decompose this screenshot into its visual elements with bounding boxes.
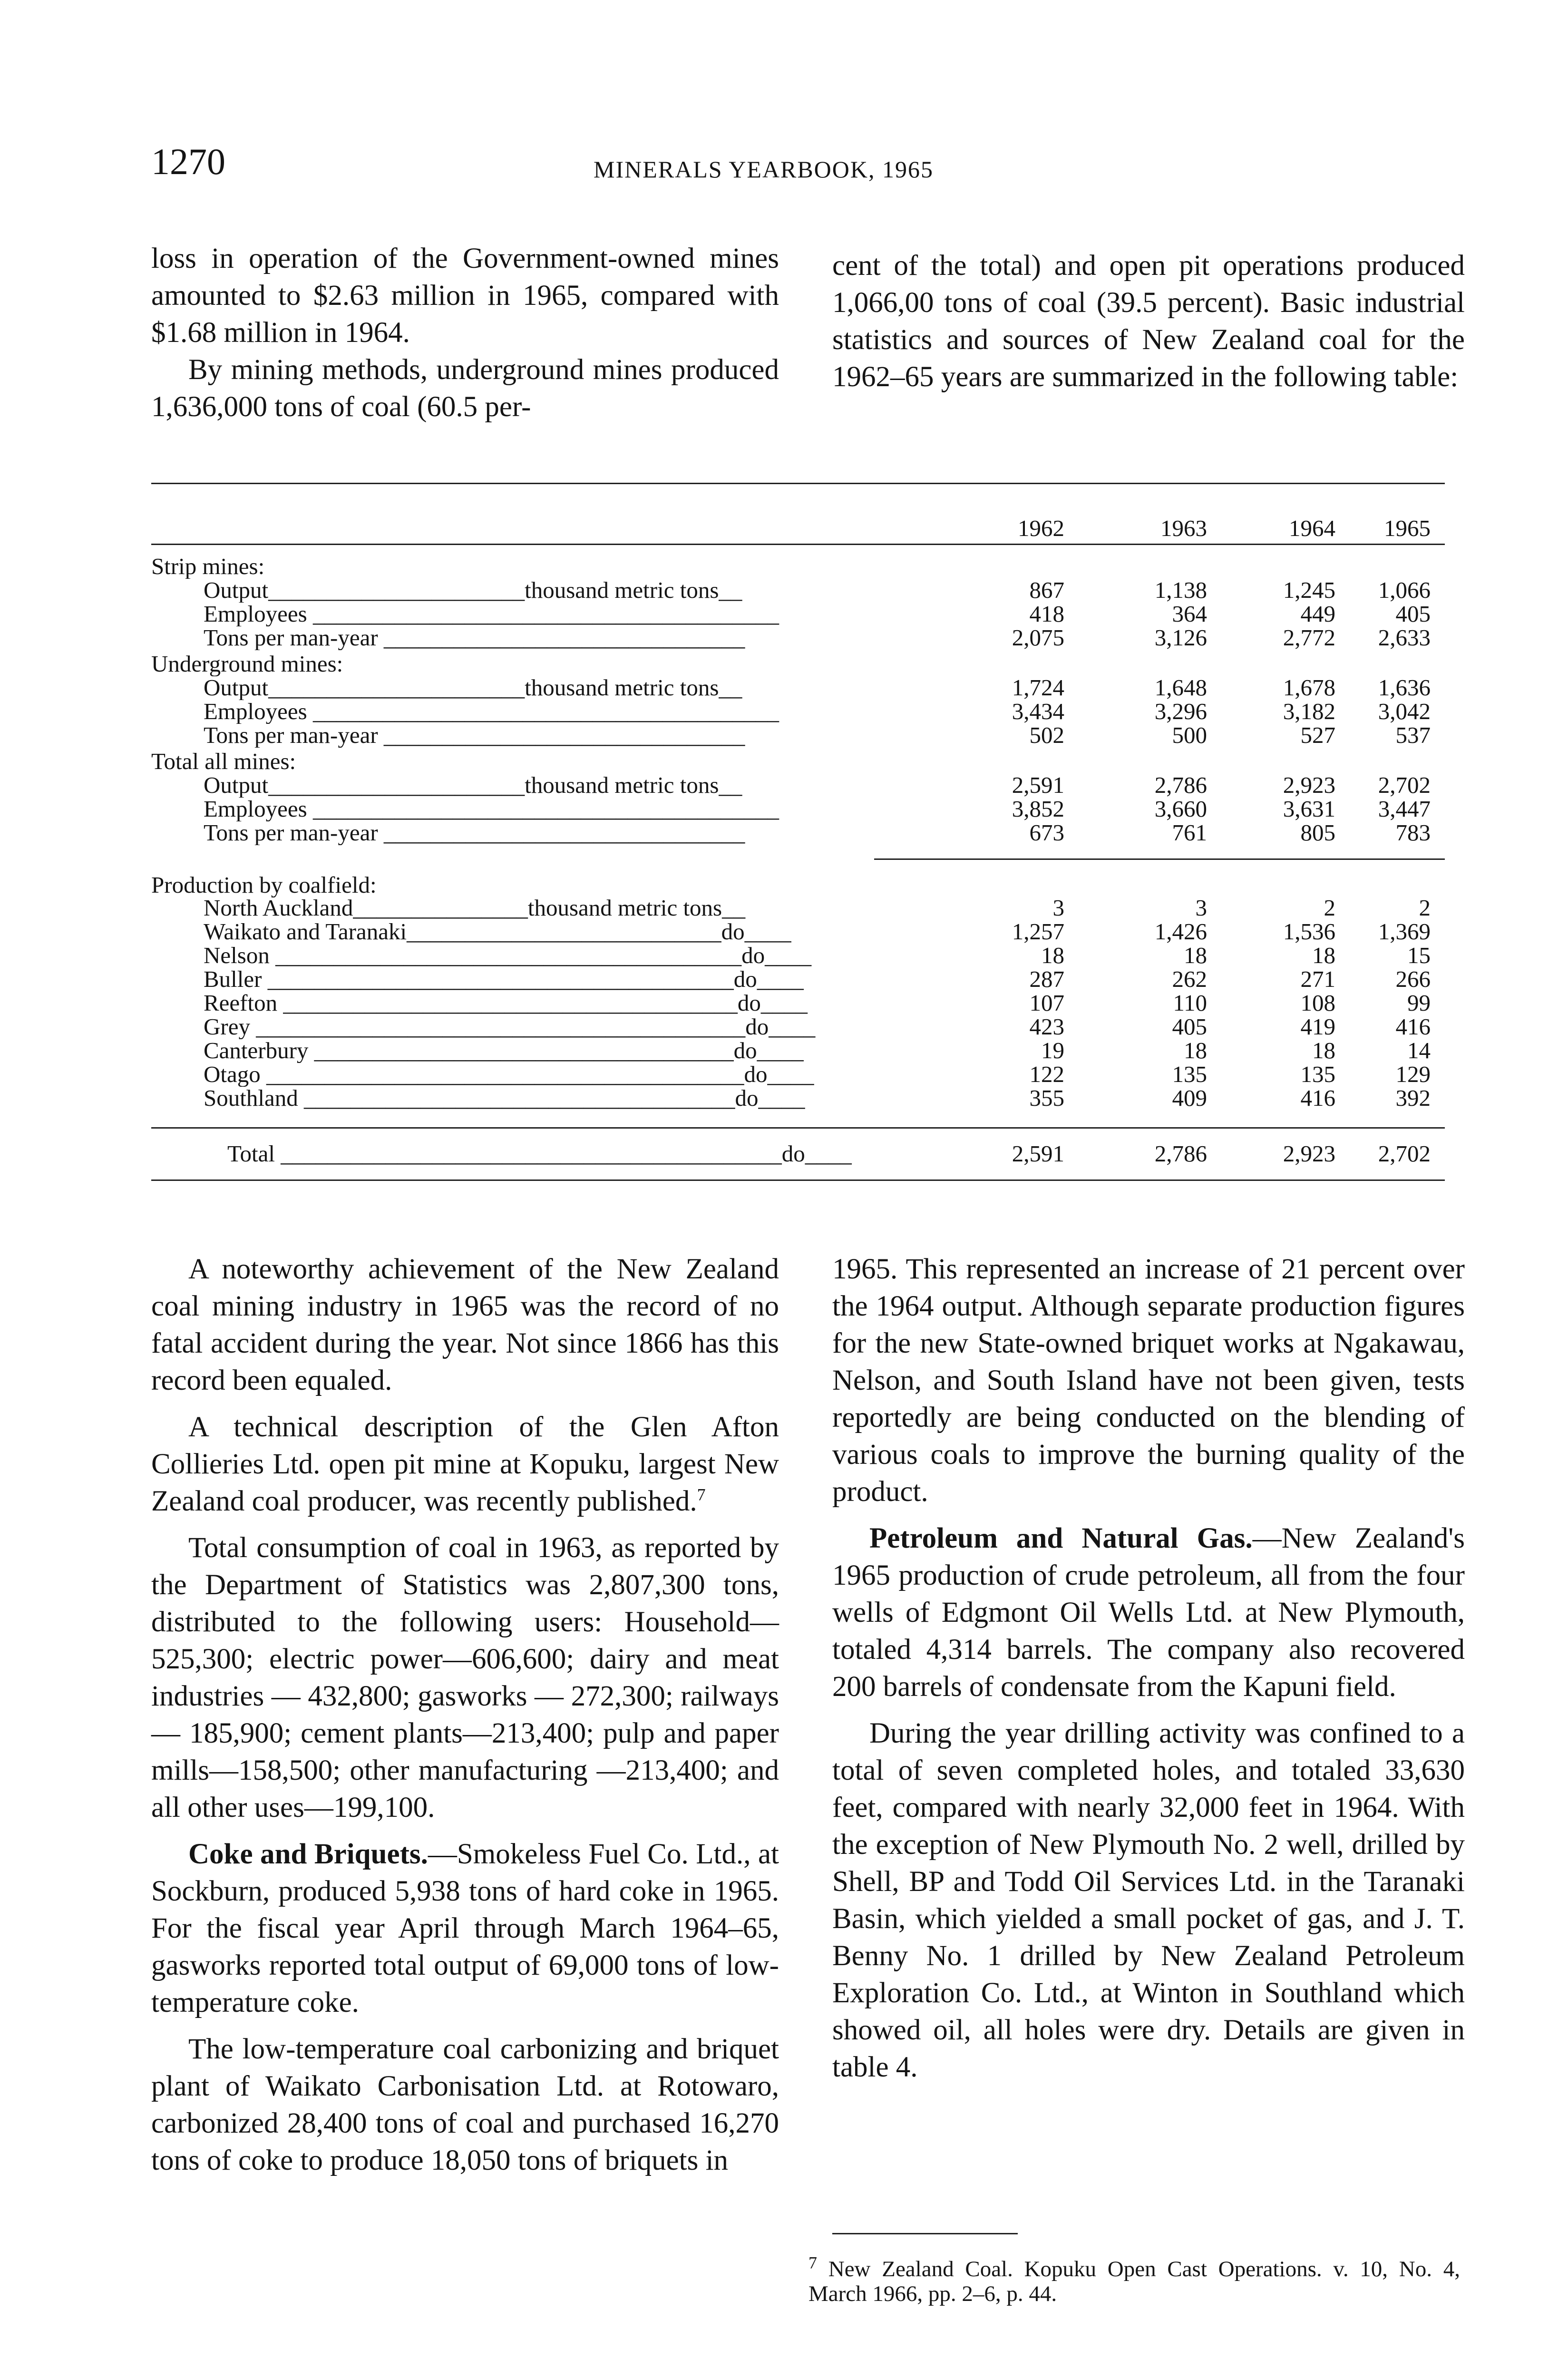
intro-paragraph: cent of the total) and open pit operations produced 1,066,00 tons of coal (39.5 percent). Basic industrial statistics and sources of New Zealand coal for the 1962–65 years are summarized in the following table: xyxy=(832,250,1465,393)
coal-statistics-table xyxy=(151,483,1445,1187)
table-cell: 418 xyxy=(1029,601,1064,627)
table-cell: 1,536 xyxy=(1283,918,1335,945)
intro-left-column xyxy=(151,240,779,426)
table-header-rule xyxy=(151,544,1445,545)
table-cell: 2,772 xyxy=(1283,624,1335,651)
table-cell: 500 xyxy=(1172,722,1207,748)
table-cell: 3,631 xyxy=(1283,796,1335,822)
table-cell: 2,702 xyxy=(1378,1140,1431,1167)
table-cell: 1,678 xyxy=(1283,674,1335,701)
table-row-label: Otago _________________________________________do____ xyxy=(204,1062,814,1087)
table-cell: 135 xyxy=(1300,1061,1335,1087)
table-cell: 3,126 xyxy=(1154,624,1207,651)
paragraph: The low-temperature coal carbonizing and briquet plant of Waikato Carbonisation Ltd. at Rotowaro, carbonized 28,400 tons of coal and purchased 16,270 tons of coke to produce 18,050 tons of briquets in xyxy=(151,2033,779,2176)
table-cell: 19 xyxy=(1041,1037,1064,1063)
table-cell: 1,724 xyxy=(1012,674,1064,701)
table-cell: 2,633 xyxy=(1378,624,1431,651)
table-row-label: Tons per man-year _______________________________ xyxy=(204,723,745,748)
intro-right-column xyxy=(832,247,1465,396)
table-cell: 18 xyxy=(1312,942,1335,968)
table-cell: 3,852 xyxy=(1012,796,1064,822)
table-cell: 364 xyxy=(1172,601,1207,627)
table-row-label: North Auckland_______________thousand metric tons__ xyxy=(204,896,746,920)
paragraph-text: A technical description of the Glen Afton Collieries Ltd. open pit mine at Kopuku, largest New Zealand coal producer, was recently published. xyxy=(151,1411,779,1517)
table-cell: 1,369 xyxy=(1378,918,1431,945)
table-cell: 14 xyxy=(1407,1037,1431,1063)
running-title: MINERALS YEARBOOK, 1965 xyxy=(594,156,934,183)
table-cell: 3,660 xyxy=(1154,796,1207,822)
table-cell: 2,786 xyxy=(1154,772,1207,798)
table-cell: 2,786 xyxy=(1154,1140,1207,1167)
table-row-label: Canterbury ____________________________________do____ xyxy=(204,1038,804,1063)
table-cell: 1,245 xyxy=(1283,577,1335,603)
table-row-label: Total ___________________________________________do____ xyxy=(227,1141,852,1166)
paragraph: A noteworthy achievement of the New Zealand coal mining industry in 1965 was the record of no fatal accident during the year. Not since 1866 has this record been equaled. xyxy=(151,1253,779,1396)
table-cell: 1,636 xyxy=(1378,674,1431,701)
paragraph: 1965. This represented an increase of 21 percent over the 1964 output. Although separate production figures for the new State-owned briquet works at Ngakawau, Nelson, and South Island have not been given, tests reportedly are being conducted on the blending of various coals to improve the burning quality of the product. xyxy=(832,1253,1465,1508)
table-row-label: Underground mines: xyxy=(151,652,343,676)
table-cell: 2,702 xyxy=(1378,772,1431,798)
table-cell: 2 xyxy=(1419,895,1431,921)
table-total-rule xyxy=(151,1127,1445,1129)
table-cell: 108 xyxy=(1300,990,1335,1016)
table-row-label: Nelson ________________________________________do____ xyxy=(204,943,812,968)
section-heading-petroleum: Petroleum and Natural Gas. xyxy=(869,1522,1253,1554)
table-row-label: Employees ________________________________________ xyxy=(204,699,779,724)
page-header xyxy=(151,140,1435,197)
table-cell: 3,434 xyxy=(1012,698,1064,724)
table-cell: 423 xyxy=(1029,1014,1064,1040)
table-row-label: Southland _____________________________________do____ xyxy=(204,1086,805,1111)
paragraph: During the year drilling activity was confined to a total of seven completed holes, and totaled 33,630 feet, compared with nearly 32,000 feet in 1964. With the exception of New Plymouth No. 2 well, drilled by Shell, BP and Todd Oil Services Ltd. in the Taranaki Basin, which yielded a small pocket of gas, and J. T. Benny No. 1 drilled by New Zealand Petroleum Exploration Co. Ltd., at Winton in Southland which showed oil, all holes were dry. Details are given in table 4. xyxy=(832,1717,1465,2083)
table-cell: 271 xyxy=(1300,966,1335,992)
table-top-rule xyxy=(151,483,1445,484)
table-cell: 18 xyxy=(1312,1037,1335,1063)
column-header-1963: 1963 xyxy=(1160,515,1207,541)
table-cell: 266 xyxy=(1395,966,1431,992)
table-row-label: Output______________________thousand metric tons__ xyxy=(204,675,742,700)
paragraph xyxy=(151,1836,779,2021)
table-row-label: Buller ________________________________________do____ xyxy=(204,967,804,992)
table-row-label: Waikato and Taranaki___________________________do____ xyxy=(204,919,791,944)
table-row-label: Employees ________________________________________ xyxy=(204,797,779,821)
table-bottom-rule xyxy=(151,1179,1445,1181)
table-cell: 502 xyxy=(1029,722,1064,748)
table-cell: 405 xyxy=(1395,601,1431,627)
paragraph xyxy=(832,1520,1465,1706)
table-cell: 2,923 xyxy=(1283,1140,1335,1167)
table-cell: 3 xyxy=(1195,895,1207,921)
table-cell: 537 xyxy=(1395,722,1431,748)
table-cell: 355 xyxy=(1029,1085,1064,1111)
table-cell: 1,066 xyxy=(1378,577,1431,603)
paragraph: Total consumption of coal in 1963, as reported by the Department of Statistics was 2,807,300 tons, distributed to the following users: Household—525,300; electric power—606,600; dairy and meat industries — 432,800; gasworks — 272,300; railways — 185,900; cement plants—213,400; pulp and paper mills—158,500; other manufacturing —213,400; and all other uses—199,100. xyxy=(151,1532,779,1823)
table-cell: 2 xyxy=(1324,895,1335,921)
table-row-label: Employees ________________________________________ xyxy=(204,602,779,626)
section-heading-coke: Coke and Briquets. xyxy=(188,1838,428,1870)
table-cell: 867 xyxy=(1029,577,1064,603)
table-cell: 15 xyxy=(1407,942,1431,968)
table-cell: 2,591 xyxy=(1012,1140,1064,1167)
table-cell: 805 xyxy=(1300,819,1335,846)
table-cell: 416 xyxy=(1395,1014,1431,1040)
column-header-1965: 1965 xyxy=(1384,515,1431,541)
table-cell: 135 xyxy=(1172,1061,1207,1087)
table-cell: 2,075 xyxy=(1012,624,1064,651)
column-header-1962: 1962 xyxy=(1018,515,1064,541)
page-number: 1270 xyxy=(151,141,225,182)
table-cell: 419 xyxy=(1300,1014,1335,1040)
table-row-label: Production by coalfield: xyxy=(151,873,377,897)
table-cell: 99 xyxy=(1407,990,1431,1016)
table-cell: 18 xyxy=(1041,942,1064,968)
table-row-label: Total all mines: xyxy=(151,749,296,774)
paragraph-text: —Smokeless Fuel Co. Ltd., at Sockburn, produced 5,938 tons of hard coke in 1965. For the fiscal year April through March 1964–65, gasworks reported total output of 69,000 tons of low-temperature coke. xyxy=(151,1838,779,2018)
footnote-rule xyxy=(832,2233,1018,2234)
table-cell: 1,648 xyxy=(1154,674,1207,701)
table-section-rule xyxy=(874,858,1445,860)
table-cell: 3,042 xyxy=(1378,698,1431,724)
table-cell: 129 xyxy=(1395,1061,1431,1087)
footnote-reference[interactable]: 7 xyxy=(697,1485,706,1504)
table-cell: 392 xyxy=(1395,1085,1431,1111)
footnote xyxy=(808,2253,1460,2306)
table-cell: 287 xyxy=(1029,966,1064,992)
table-cell: 3,182 xyxy=(1283,698,1335,724)
table-cell: 783 xyxy=(1395,819,1431,846)
table-row-label: Reefton _______________________________________do____ xyxy=(204,991,808,1015)
table-row-label: Tons per man-year _______________________________ xyxy=(204,820,745,845)
table-cell: 527 xyxy=(1300,722,1335,748)
table-cell: 405 xyxy=(1172,1014,1207,1040)
table-row-label: Grey __________________________________________do____ xyxy=(204,1014,816,1039)
intro-paragraph: loss in operation of the Government-owned mines amounted to $2.63 million in 1965, compared with $1.68 million in 1964. xyxy=(151,243,779,349)
table-cell: 122 xyxy=(1029,1061,1064,1087)
table-cell: 110 xyxy=(1173,990,1207,1016)
table-cell: 2,591 xyxy=(1012,772,1064,798)
table-cell: 1,138 xyxy=(1154,577,1207,603)
table-row-label: Tons per man-year _______________________________ xyxy=(204,625,745,650)
table-cell: 18 xyxy=(1184,1037,1207,1063)
table-cell: 1,257 xyxy=(1012,918,1064,945)
paragraph xyxy=(151,1409,779,1520)
table-cell: 2,923 xyxy=(1283,772,1335,798)
table-cell: 409 xyxy=(1172,1085,1207,1111)
column-header-1964: 1964 xyxy=(1289,515,1335,541)
footnote-mark: 7 xyxy=(808,2253,817,2272)
table-cell: 416 xyxy=(1300,1085,1335,1111)
footnote-text: New Zealand Coal. Kopuku Open Cast Operations. v. 10, No. 4, March 1966, pp. 2–6, p. 44. xyxy=(808,2257,1460,2306)
paragraph-text: —New Zealand's 1965 production of crude petroleum, all from the four wells of Edgmont Oil Wells Ltd. at New Plymouth, totaled 4,314 barrels. The company also recovered 200 barrels of condensate from the Kapuni field. xyxy=(832,1522,1465,1703)
table-cell: 449 xyxy=(1300,601,1335,627)
table-row-label: Output______________________thousand metric tons__ xyxy=(204,578,742,603)
intro-paragraph: By mining methods, underground mines produced 1,636,000 tons of coal (60.5 per- xyxy=(151,354,779,423)
table-cell: 1,426 xyxy=(1154,918,1207,945)
table-cell: 3 xyxy=(1052,895,1064,921)
table-row-label: Strip mines: xyxy=(151,554,265,579)
table-cell: 3,296 xyxy=(1154,698,1207,724)
table-cell: 3,447 xyxy=(1378,796,1431,822)
body-right-column xyxy=(832,1251,1465,2086)
table-cell: 107 xyxy=(1029,990,1064,1016)
table-row-label: Output______________________thousand metric tons__ xyxy=(204,773,742,798)
table-cell: 262 xyxy=(1172,966,1207,992)
body-left-column xyxy=(151,1251,779,2179)
table-cell: 673 xyxy=(1029,819,1064,846)
table-cell: 18 xyxy=(1184,942,1207,968)
table-cell: 761 xyxy=(1172,819,1207,846)
